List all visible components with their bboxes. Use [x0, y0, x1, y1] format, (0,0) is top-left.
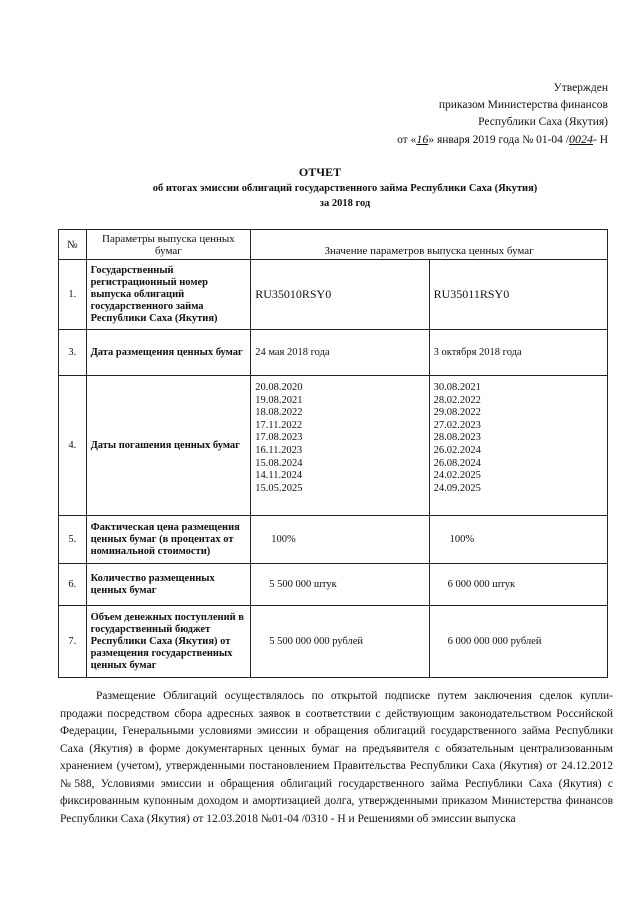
- date-item: 17.11.2022: [255, 419, 303, 431]
- row-value-2: 6 000 000 000 рублей: [429, 606, 607, 678]
- row-value-1: RU35010RSY0: [251, 260, 429, 330]
- date-prefix: от «: [397, 134, 417, 146]
- row-num: 7.: [59, 606, 87, 678]
- date-item: 24.09.2025: [433, 482, 481, 494]
- table-row: [59, 606, 608, 678]
- date-item: 14.11.2024: [255, 470, 303, 482]
- approval-block: [397, 80, 608, 149]
- row-param: Фактическая цена размещения ценных бумаг (в процентах от номинальной стоимости): [86, 516, 251, 564]
- date-item: 29.08.2022: [433, 407, 481, 419]
- table-row: [59, 376, 608, 516]
- row-value-1: 24 мая 2018 года: [251, 330, 429, 376]
- date-item: 15.08.2024: [255, 457, 303, 469]
- report-heading: ОТЧЕТ: [298, 165, 342, 179]
- row-num: 6.: [59, 564, 87, 606]
- date-item: 19.08.2021: [255, 394, 303, 406]
- row-param: Объем денежных поступлений в государственный бюджет Республики Саха (Якутия) от размещения государственных ценных бумаг: [86, 606, 251, 678]
- date-item: 16.11.2023: [255, 444, 303, 456]
- date-suffix: - Н: [592, 134, 608, 146]
- header-value: Значение параметров выпуска ценных бумаг: [251, 230, 608, 260]
- row-value-2: 3 октября 2018 года: [429, 330, 607, 376]
- handwritten-order-number: 0024: [568, 132, 593, 146]
- table-row: [59, 564, 608, 606]
- date-item: 15.05.2025: [255, 482, 303, 494]
- row-num: 1.: [59, 260, 87, 330]
- handwritten-day: 16: [416, 132, 429, 146]
- date-item: 20.08.2020: [255, 382, 303, 393]
- approval-line-approved: Утвержден: [553, 82, 608, 94]
- row-value-2: RU35011RSY0: [429, 260, 607, 330]
- report-subheading: об итогах эмиссии облигаций государственного займа Республики Саха (Якутия) за 2018 год: [152, 183, 538, 209]
- date-item: 17.08.2023: [255, 432, 303, 444]
- approval-date-line: [397, 131, 608, 149]
- row-num: 5.: [59, 516, 87, 564]
- parameters-table: [58, 229, 608, 678]
- maturity-dates-1: [251, 376, 429, 516]
- table-header-row: [59, 230, 608, 260]
- row-param: Государственный регистрационный номер выпуска облигаций государственного займа Республики Саха (Якутия): [86, 260, 251, 330]
- date-item: 28.02.2022: [433, 394, 481, 406]
- maturity-dates-2: [429, 376, 607, 516]
- row-value-2: 100%: [429, 516, 607, 564]
- row-num: 4.: [59, 376, 87, 516]
- row-num: 3.: [59, 330, 87, 376]
- approval-line-ministry: Республики Саха (Якутия): [478, 116, 608, 128]
- table-row: [59, 260, 608, 330]
- date-item: 18.08.2022: [255, 407, 303, 419]
- row-value-1: 100%: [251, 516, 429, 564]
- row-param: Даты погашения ценных бумаг: [86, 376, 251, 516]
- date-item: 30.08.2021: [433, 382, 481, 393]
- date-item: 27.02.2023: [433, 419, 481, 431]
- body-paragraph: Размещение Облигаций осуществлялось по открытой подписке путем заключения сделок купли-продажи посредством сбора адресных заявок в соответствии с действующим законодательством Российской Федерации, Генеральными условиями эмиссии и обращения облигаций государственного займа Республики Саха (Якутия) в форме документарных ценных бумаг на предъявителя с обязательным централизованным хранением (учетом), утвержденными постановлением Правительства Республики Саха (Якутия) от 24.12.2012 №588, Условиями эмиссии и обращения облигаций государственного займа Республики Саха (Якутия) с фиксированным купонным доходом и амортизацией долга, утвержденными приказом Министерства финансов Республики Саха (Якутия) от 12.03.2018 №01-04 /0310 - Н и Решениями об эмиссии выпуска: [60, 690, 613, 825]
- table-row: [59, 330, 608, 376]
- date-middle: » января 2019 года № 01-04 /: [428, 134, 569, 146]
- row-value-1: 5 500 000 000 рублей: [251, 606, 429, 678]
- date-item: 26.08.2024: [433, 457, 481, 469]
- row-param: Количество размещенных ценных бумаг: [86, 564, 251, 606]
- row-value-2: 6 000 000 штук: [429, 564, 607, 606]
- row-param: Дата размещения ценных бумаг: [86, 330, 251, 376]
- table-row: [59, 516, 608, 564]
- date-item: 28.08.2023: [433, 432, 481, 444]
- header-param: Параметры выпуска ценных бумаг: [86, 230, 251, 260]
- row-value-1: 5 500 000 штук: [251, 564, 429, 606]
- date-item: 26.02.2024: [433, 444, 481, 456]
- header-num: №: [59, 230, 87, 260]
- date-item: 24.02.2025: [433, 470, 481, 482]
- approval-line-order: приказом Министерства финансов: [438, 99, 608, 111]
